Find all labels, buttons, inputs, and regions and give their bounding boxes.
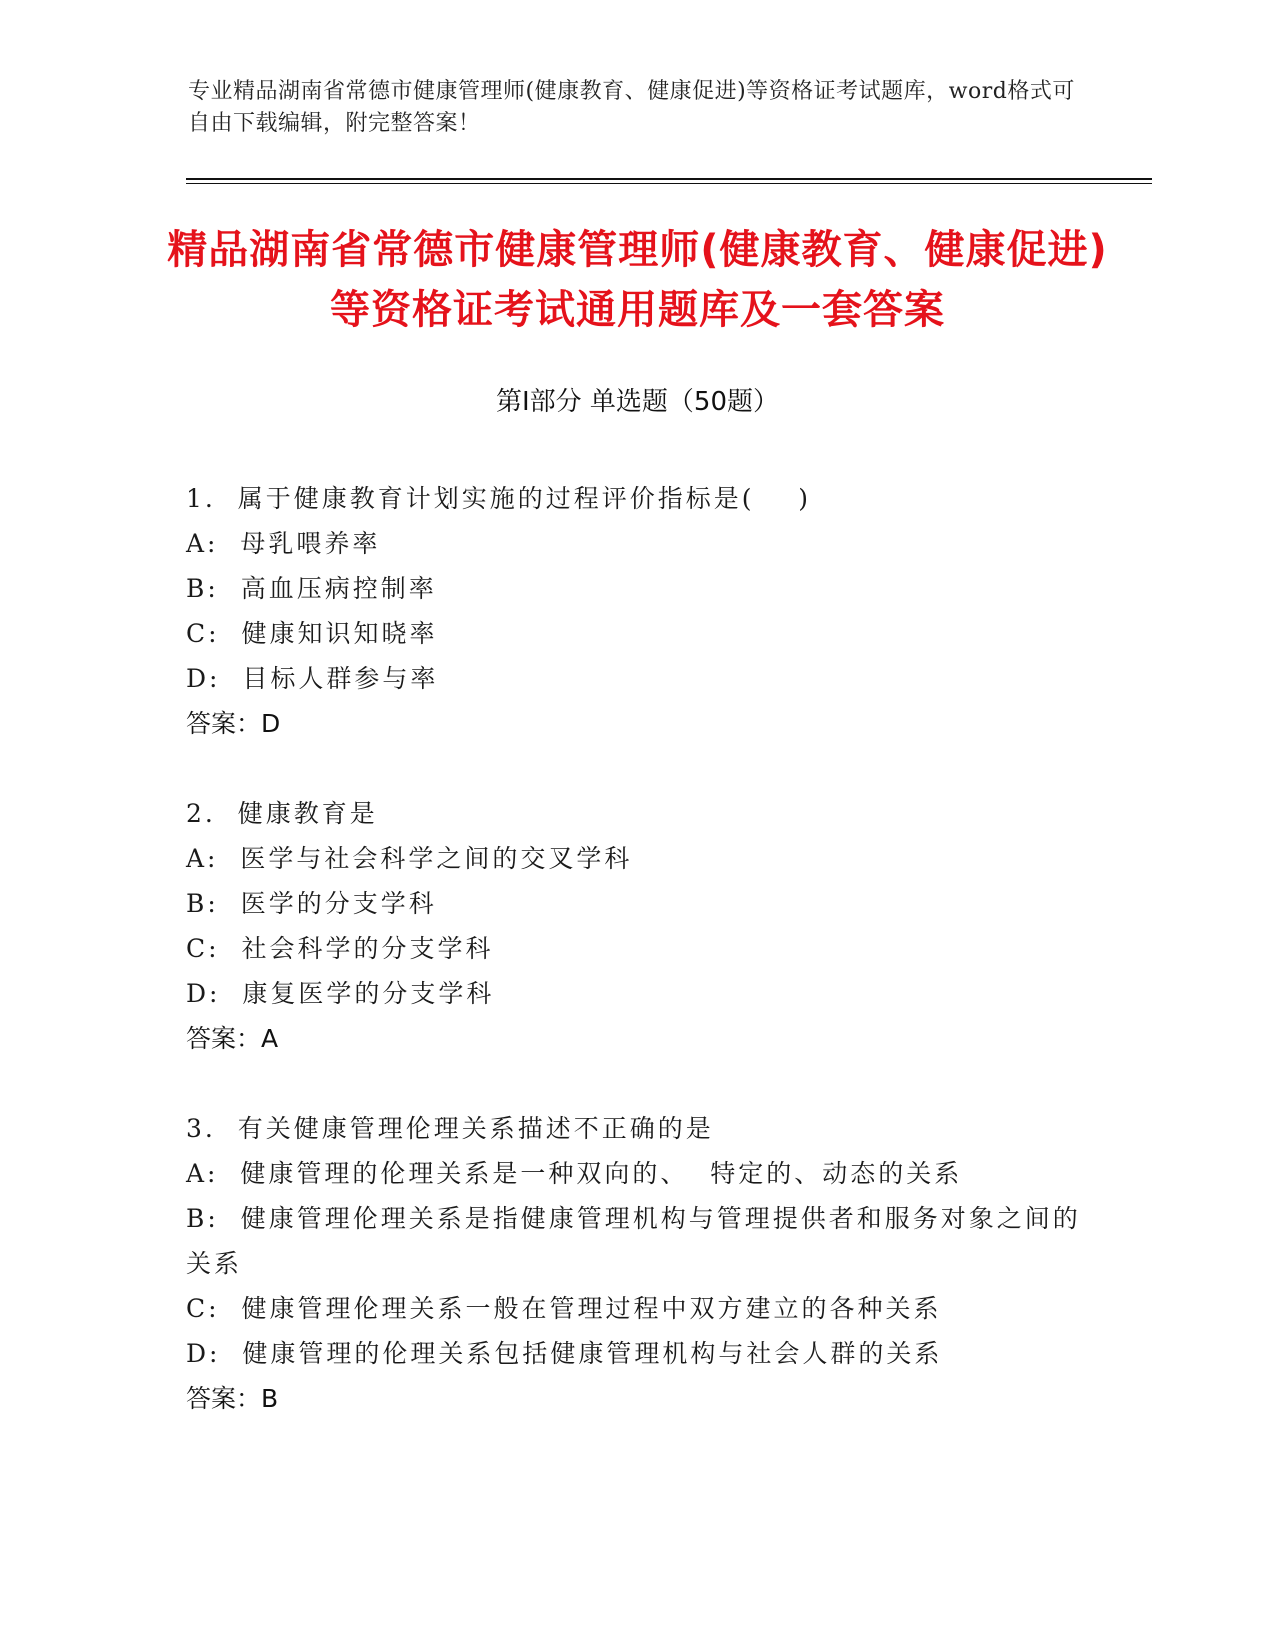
question-stem: 1. 属于健康教育计划实施的过程评价指标是( ) — [186, 484, 812, 513]
question-list — [186, 476, 1086, 1421]
option-b: B: 健康管理伦理关系是指健康管理机构与管理提供者和服务对象之间的关系 — [186, 1204, 1081, 1278]
question-1 — [186, 476, 1086, 746]
section-title: 第Ⅰ部分 单选题（50题） — [495, 387, 780, 417]
answer: 答案：D — [186, 709, 281, 738]
option-c: C: 健康管理伦理关系一般在管理过程中双方建立的各种关系 — [186, 1294, 942, 1323]
option-b: B: 高血压病控制率 — [186, 574, 437, 603]
question-2 — [186, 791, 1086, 1061]
header-note: 专业精品湖南省常德市健康管理师(健康教育、健康促进)等资格证考试题库，word格式可自由下载编辑，附完整答案！ — [188, 79, 1075, 136]
question-stem: 2. 健康教育是 — [186, 799, 378, 828]
answer: 答案：B — [186, 1384, 279, 1413]
question-stem: 3. 有关健康管理伦理关系描述不正确的是 — [186, 1114, 714, 1143]
header-rule-thin — [186, 183, 1152, 184]
option-b: B: 医学的分支学科 — [186, 889, 437, 918]
option-d: D: 目标人群参与率 — [186, 664, 439, 693]
question-3 — [186, 1106, 1086, 1421]
question-spacer — [186, 746, 1086, 791]
question-spacer — [186, 1061, 1086, 1106]
option-a: A: 医学与社会科学之间的交叉学科 — [186, 844, 633, 873]
header-rule-thick — [186, 178, 1152, 180]
option-c: C: 健康知识知晓率 — [186, 619, 438, 648]
option-a: A: 母乳喂养率 — [186, 529, 381, 558]
option-d: D: 健康管理的伦理关系包括健康管理机构与社会人群的关系 — [186, 1339, 943, 1368]
document-title: 精品湖南省常德市健康管理师(健康教育、健康促进)等资格证考试通用题库及一套答案 — [167, 227, 1108, 333]
option-a: A: 健康管理的伦理关系是一种双向的、 特定的、动态的关系 — [186, 1159, 963, 1188]
option-c: C: 社会科学的分支学科 — [186, 934, 494, 963]
option-d: D: 康复医学的分支学科 — [186, 979, 495, 1008]
answer: 答案：A — [186, 1024, 279, 1053]
